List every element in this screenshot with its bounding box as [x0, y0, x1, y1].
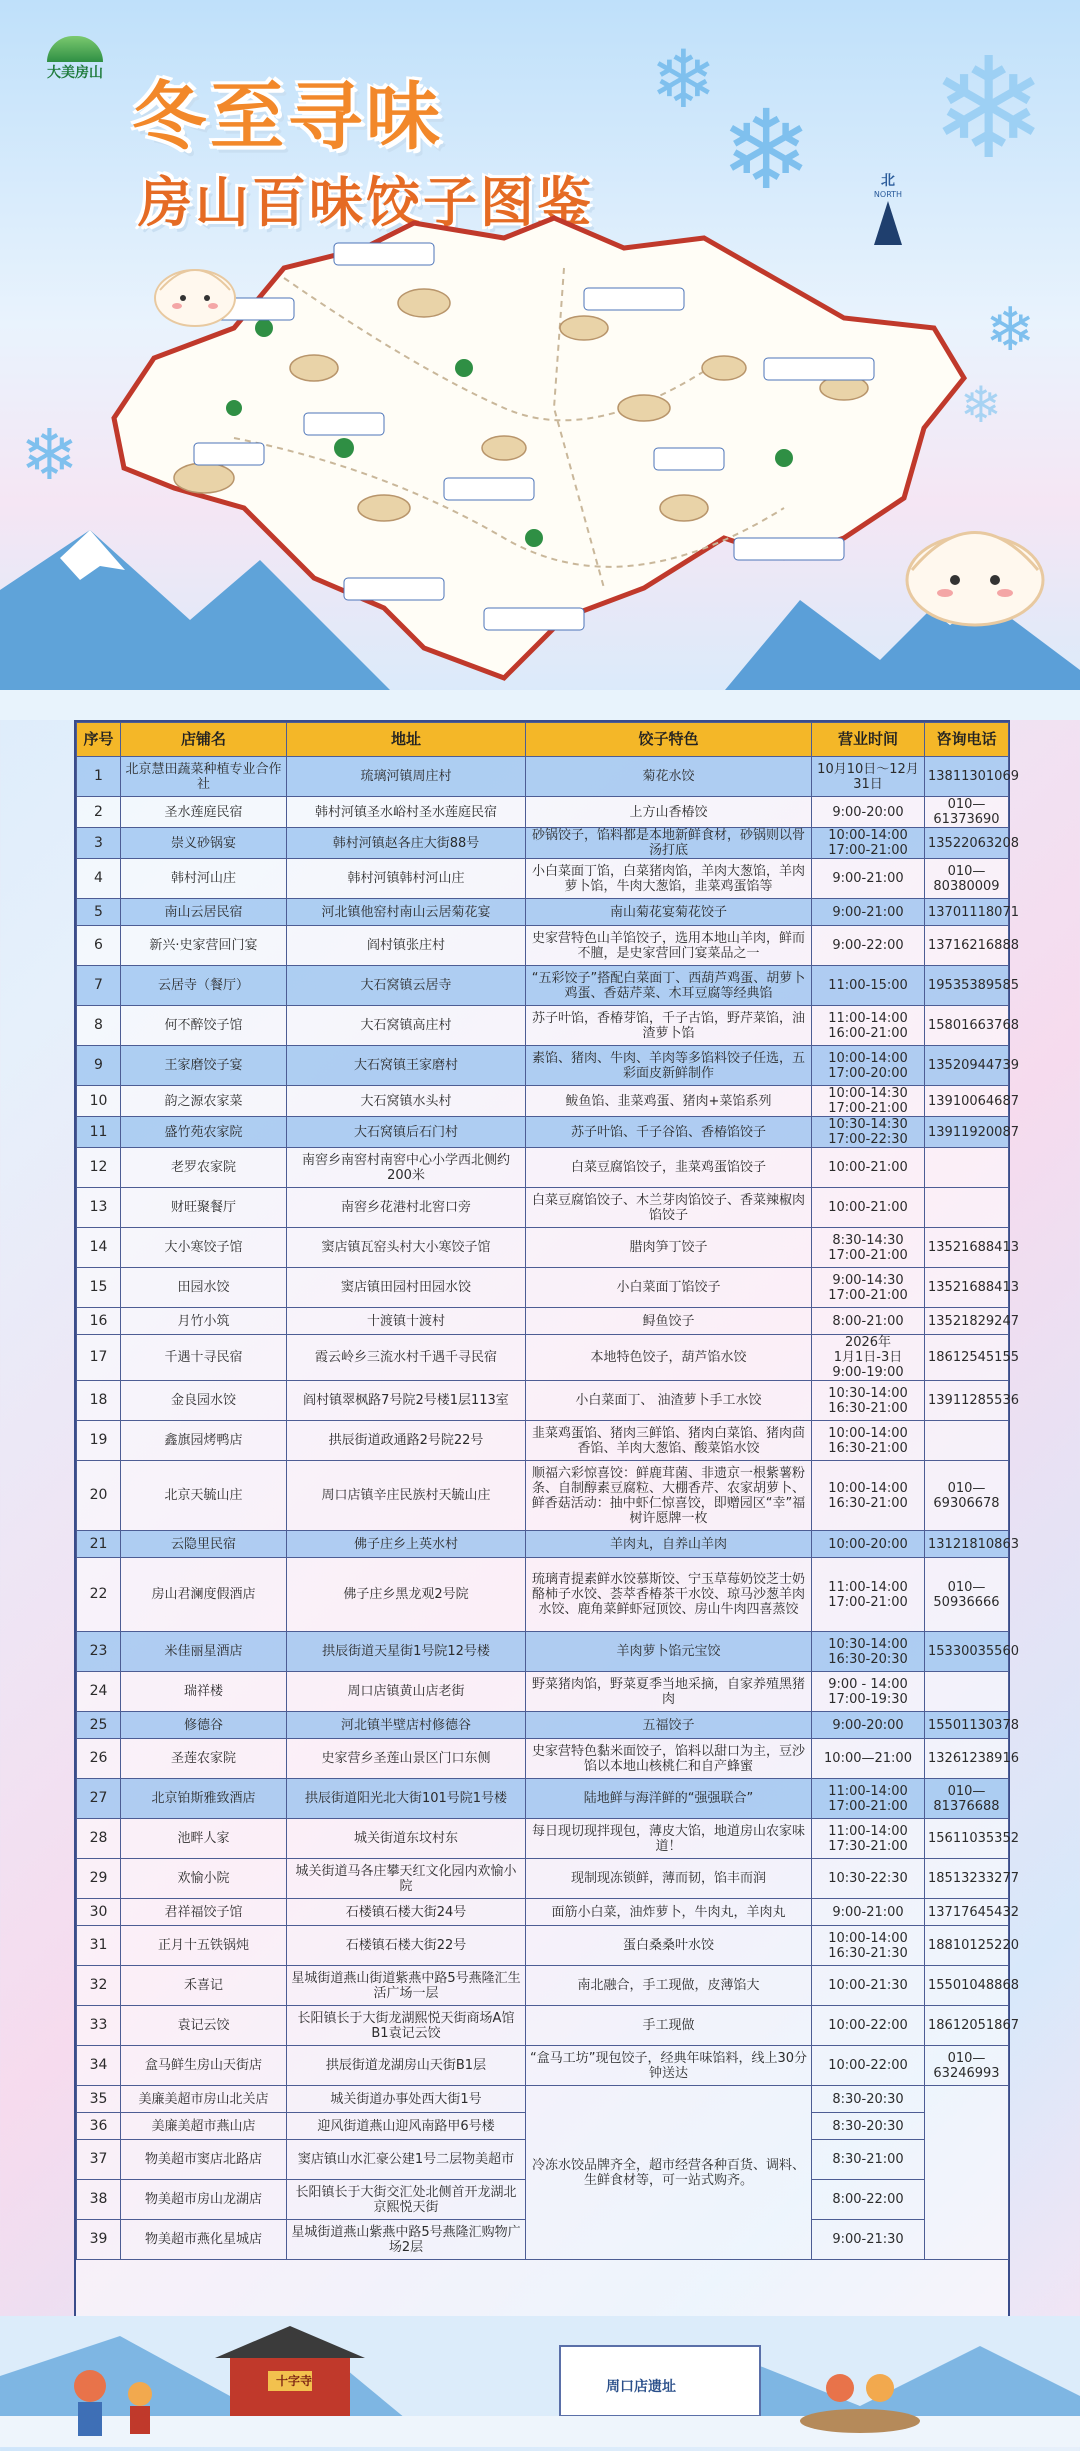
- cell-phone: 19535389585: [925, 966, 1009, 1006]
- table-row: [77, 2006, 1009, 2046]
- header-phone: 咨询电话: [925, 723, 1009, 757]
- cell-hours: 10:00-14:00 17:00-20:00: [812, 1046, 925, 1086]
- header-hours: 营业时间: [812, 723, 925, 757]
- cell-shop-name: 袁记云饺: [121, 2006, 287, 2046]
- cell-shop-name: 君祥福饺子馆: [121, 1899, 287, 1926]
- cell-shop-name: 美廉美超市燕山店: [121, 2113, 287, 2140]
- site-sign: 周口店遗址: [606, 2379, 676, 2395]
- table-row: [77, 1859, 1009, 1899]
- cell-feature: 小白菜面丁馅饺子: [526, 1268, 812, 1308]
- table-row: [77, 797, 1009, 828]
- cell-no: 8: [77, 1006, 121, 1046]
- cell-no: 25: [77, 1712, 121, 1739]
- cell-address: 拱辰街道龙湖房山天街B1层: [287, 2046, 526, 2086]
- cell-shop-name: 盒马鲜生房山天街店: [121, 2046, 287, 2086]
- table-row: [77, 2086, 1009, 2113]
- poster-title: 冬至寻味: [132, 74, 444, 160]
- cell-shop-name: 物美超市燕化星城店: [121, 2220, 287, 2260]
- cell-no: 29: [77, 1859, 121, 1899]
- cell-phone: 010—80380009: [925, 859, 1009, 899]
- cell-address: 韩村河镇赵各庄大街88号: [287, 828, 526, 859]
- table-row: [77, 1335, 1009, 1381]
- table-row: [77, 1558, 1009, 1632]
- header-no: 序号: [77, 723, 121, 757]
- cell-no: 12: [77, 1148, 121, 1188]
- cell-shop-name: 千遇十寻民宿: [121, 1335, 287, 1381]
- cell-phone: [925, 1672, 1009, 1712]
- cell-address: 韩村河镇韩村河山庄: [287, 859, 526, 899]
- cell-hours: 11:00-14:00 16:00-21:00: [812, 1006, 925, 1046]
- cell-feature: 上方山香椿饺: [526, 797, 812, 828]
- poster-footer: [0, 2316, 1080, 2447]
- poster-header: [0, 0, 1080, 720]
- cell-address: 窦店镇田园村田园水饺: [287, 1268, 526, 1308]
- cell-no: 27: [77, 1779, 121, 1819]
- cell-no: 35: [77, 2086, 121, 2113]
- cell-address: 城关街道马各庄攀天红文化园内欢愉小院: [287, 1859, 526, 1899]
- cell-no: 10: [77, 1086, 121, 1117]
- cell-hours: 9:00-22:00: [812, 926, 925, 966]
- dumpling-mascot-icon: [900, 500, 1050, 630]
- cell-address: 南窖乡花港村北窖口旁: [287, 1188, 526, 1228]
- cell-phone: 13911920087: [925, 1117, 1009, 1148]
- cell-shop-name: 财旺聚餐厅: [121, 1188, 287, 1228]
- cell-feature: 琉璃青提素鲜水饺慕斯饺、宁玉草莓奶饺芝士奶酪柿子水饺、荟萃香椿茶干水饺、琼马沙葱羊肉水饺、鹿角菜鲜虾冠顶饺、房山牛肉四喜蒸饺: [526, 1558, 812, 1632]
- cell-phone: 13521688413: [925, 1268, 1009, 1308]
- cell-address: 大石窝镇高庄村: [287, 1006, 526, 1046]
- header-feature: 饺子特色: [526, 723, 812, 757]
- table-row: [77, 828, 1009, 859]
- cell-no: 24: [77, 1672, 121, 1712]
- table-body: [77, 757, 1019, 2260]
- cell-no: 16: [77, 1308, 121, 1335]
- cell-feature: 韭菜鸡蛋馅、猪肉三鲜馅、猪肉白菜馅、猪肉茴香馅、羊肉大葱馅、酸菜馅水饺: [526, 1421, 812, 1461]
- cell-feature: 蛋白桑桑叶水饺: [526, 1926, 812, 1966]
- cell-hours: 8:30-20:30: [812, 2113, 925, 2140]
- table-row: [77, 1966, 1009, 2006]
- cell-no: 3: [77, 828, 121, 859]
- cell-shop-name: 池畔人家: [121, 1819, 287, 1859]
- cell-hours: 10月10日～12月31日: [812, 757, 925, 797]
- cell-no: 9: [77, 1046, 121, 1086]
- cell-hours: 2026年 1月1日-3日 9:00-19:00: [812, 1335, 925, 1381]
- table-row: [77, 1672, 1009, 1712]
- cell-address: 拱辰街道天星街1号院12号楼: [287, 1632, 526, 1672]
- cell-shop-name: 王家磨饺子宴: [121, 1046, 287, 1086]
- cell-no: 17: [77, 1335, 121, 1381]
- cell-phone: 010—69306678: [925, 1461, 1009, 1531]
- cell-phone: 010—50936666: [925, 1558, 1009, 1632]
- cell-hours: 11:00-14:00 17:00-21:00: [812, 1558, 925, 1632]
- cell-hours: 11:00-15:00: [812, 966, 925, 1006]
- cell-phone: 010—63246993: [925, 2046, 1009, 2086]
- compass-north-en: NORTH: [873, 190, 903, 199]
- cell-shop-name: 韩村河山庄: [121, 859, 287, 899]
- cell-feature: 鲅鱼馅、韭菜鸡蛋、猪肉+菜馅系列: [526, 1086, 812, 1117]
- table-row: [77, 1188, 1009, 1228]
- cell-hours: 10:00-21:30: [812, 1966, 925, 2006]
- cell-phone: 15330035560: [925, 1632, 1009, 1672]
- cell-address: 城关街道东坟村东: [287, 1819, 526, 1859]
- cell-no: 18: [77, 1381, 121, 1421]
- cell-address: 周口店镇辛庄民族村天毓山庄: [287, 1461, 526, 1531]
- dumpling-mascot-icon: [150, 250, 240, 330]
- cell-address: 迎风街道燕山迎风南路甲6号楼: [287, 2113, 526, 2140]
- cell-shop-name: 北京慧田蔬菜种植专业合作社: [121, 757, 287, 797]
- table-row: [77, 1086, 1009, 1117]
- cell-address: 窦店镇瓦窑头村大小寒饺子馆: [287, 1228, 526, 1268]
- cell-address: 十渡镇十渡村: [287, 1308, 526, 1335]
- cell-phone: 13716216888: [925, 926, 1009, 966]
- cell-feature: 羊肉萝卜馅元宝饺: [526, 1632, 812, 1672]
- cell-address: 星城街道燕山紫燕中路5号燕隆汇购物广场2层: [287, 2220, 526, 2260]
- cell-phone: 13521829247: [925, 1308, 1009, 1335]
- cell-hours: 10:00-14:00 16:30-21:30: [812, 1926, 925, 1966]
- cell-hours: 9:00 - 14:00 17:00-19:30: [812, 1672, 925, 1712]
- snowflake-icon: ❄: [985, 295, 1036, 365]
- cell-shop-name: 云居寺（餐厅）: [121, 966, 287, 1006]
- table-row: [77, 1739, 1009, 1779]
- cell-no: 39: [77, 2220, 121, 2260]
- logo-text: 大美房山: [47, 65, 103, 81]
- cell-no: 30: [77, 1899, 121, 1926]
- cell-address: 大石窝镇后石门村: [287, 1117, 526, 1148]
- cell-no: 31: [77, 1926, 121, 1966]
- cell-phone: 15501130378: [925, 1712, 1009, 1739]
- cell-address: 长阳镇长于大街龙湖熙悦天街商场A馆B1袁记云饺: [287, 2006, 526, 2046]
- table-header-row: [77, 723, 1009, 757]
- cell-hours: 10:00-22:00: [812, 2046, 925, 2086]
- cell-phone: 13522063208: [925, 828, 1009, 859]
- cell-shop-name: 田园水饺: [121, 1268, 287, 1308]
- cell-feature: 腊肉笋丁饺子: [526, 1228, 812, 1268]
- cell-no: 34: [77, 2046, 121, 2086]
- cell-address: 阎村镇张庄村: [287, 926, 526, 966]
- cell-shop-name: 北京铂斯雅致酒店: [121, 1779, 287, 1819]
- cell-feature-merged: 冷冻水饺品牌齐全，超市经营各种百货、调料、生鲜食材等，可一站式购齐。: [526, 2086, 812, 2260]
- cell-feature: 本地特色饺子，葫芦馅水饺: [526, 1335, 812, 1381]
- table-row: [77, 1712, 1009, 1739]
- cell-hours: 10:30-14:30 17:00-22:30: [812, 1117, 925, 1148]
- cell-shop-name: 正月十五铁锅炖: [121, 1926, 287, 1966]
- table-row: [77, 859, 1009, 899]
- gate-plaque: 十字寺: [276, 2374, 313, 2388]
- cell-feature: 素馅、猪肉、牛肉、羊肉等多馅料饺子任选，五彩面皮新鲜制作: [526, 1046, 812, 1086]
- cell-no: 11: [77, 1117, 121, 1148]
- cell-shop-name: 老罗农家院: [121, 1148, 287, 1188]
- table-row: [77, 966, 1009, 1006]
- cell-no: 13: [77, 1188, 121, 1228]
- cell-hours: 10:00-21:00: [812, 1148, 925, 1188]
- cell-shop-name: 新兴·史家营回门宴: [121, 926, 287, 966]
- cell-hours: 10:30-22:30: [812, 1859, 925, 1899]
- cell-hours: 9:00-21:00: [812, 1899, 925, 1926]
- cell-feature: “五彩饺子”搭配白菜面丁、西葫芦鸡蛋、胡萝卜鸡蛋、香菇芹菜、木耳豆腐等经典馅: [526, 966, 812, 1006]
- cell-no: 26: [77, 1739, 121, 1779]
- table-row: [77, 1006, 1009, 1046]
- cell-no: 38: [77, 2180, 121, 2220]
- cell-phone: [925, 2086, 1009, 2260]
- table-row: [77, 1819, 1009, 1859]
- cell-address: 韩村河镇圣水峪村圣水莲庭民宿: [287, 797, 526, 828]
- cell-phone: 13261238916: [925, 1739, 1009, 1779]
- cell-shop-name: 南山云居民宿: [121, 899, 287, 926]
- cell-shop-name: 瑞祥楼: [121, 1672, 287, 1712]
- table-row: [77, 1268, 1009, 1308]
- table-row: [77, 757, 1009, 797]
- cell-shop-name: 修德谷: [121, 1712, 287, 1739]
- cell-address: 南窖乡南窖村南窖中心小学西北侧约200米: [287, 1148, 526, 1188]
- cell-shop-name: 禾喜记: [121, 1966, 287, 2006]
- cell-hours: 9:00-20:00: [812, 797, 925, 828]
- cell-feature: 菊花水饺: [526, 757, 812, 797]
- cell-no: 14: [77, 1228, 121, 1268]
- shop-list-table: [76, 722, 1019, 2260]
- cell-feature: 面筋小白菜，油炸萝卜，牛肉丸，羊肉丸: [526, 1899, 812, 1926]
- cell-address: 河北镇他窑村南山云居菊花宴: [287, 899, 526, 926]
- cell-feature: 鲟鱼饺子: [526, 1308, 812, 1335]
- cell-feature: 南山菊花宴菊花饺子: [526, 899, 812, 926]
- table-row: [77, 1381, 1009, 1421]
- cell-phone: 13521688413: [925, 1228, 1009, 1268]
- cell-shop-name: 云隐里民宿: [121, 1531, 287, 1558]
- cell-phone: [925, 1188, 1009, 1228]
- cell-shop-name: 物美超市窦店北路店: [121, 2140, 287, 2180]
- snowflake-icon: ❄: [960, 376, 1002, 434]
- table-row: [77, 1779, 1009, 1819]
- table-row: [77, 1148, 1009, 1188]
- cell-hours: 8:30-20:30: [812, 2086, 925, 2113]
- cell-phone: 13911285536: [925, 1381, 1009, 1421]
- cell-hours: 10:00-20:00: [812, 1531, 925, 1558]
- cell-address: 河北镇半壁店村修德谷: [287, 1712, 526, 1739]
- table-row: [77, 1117, 1009, 1148]
- cell-shop-name: 北京天毓山庄: [121, 1461, 287, 1531]
- cell-feature: 白菜豆腐馅饺子、木兰芽肉馅饺子、香菜辣椒肉馅饺子: [526, 1188, 812, 1228]
- brand-logo: [36, 36, 114, 86]
- cell-phone: 18513233277: [925, 1859, 1009, 1899]
- cell-address: 史家营乡圣莲山景区门口东侧: [287, 1739, 526, 1779]
- cell-shop-name: 大小寒饺子馆: [121, 1228, 287, 1268]
- cell-feature: 小白菜面丁、 油渣萝卜手工水饺: [526, 1381, 812, 1421]
- cell-hours: 9:00-21:30: [812, 2220, 925, 2260]
- cell-phone: 13910064687: [925, 1086, 1009, 1117]
- cell-hours: 9:00-20:00: [812, 1712, 925, 1739]
- cell-feature: 小白菜面丁馅，白菜猪肉馅，羊肉大葱馅，羊肉萝卜馅，牛肉大葱馅，韭菜鸡蛋馅等: [526, 859, 812, 899]
- cell-no: 20: [77, 1461, 121, 1531]
- cell-hours: 9:00-14:30 17:00-21:00: [812, 1268, 925, 1308]
- cell-address: 霞云岭乡三流水村千遇千寻民宿: [287, 1335, 526, 1381]
- cell-no: 32: [77, 1966, 121, 2006]
- cell-shop-name: 米佳丽星酒店: [121, 1632, 287, 1672]
- cell-shop-name: 金良园水饺: [121, 1381, 287, 1421]
- snowflake-icon: ❄: [20, 414, 79, 496]
- cell-phone: 18612545155: [925, 1335, 1009, 1381]
- cell-feature: 手工现做: [526, 2006, 812, 2046]
- cell-hours: 10:00-14:00 16:30-21:00: [812, 1461, 925, 1531]
- table-row: [77, 1421, 1009, 1461]
- cell-no: 1: [77, 757, 121, 797]
- cell-shop-name: 何不醉饺子馆: [121, 1006, 287, 1046]
- cell-hours: 8:30-14:30 17:00-21:00: [812, 1228, 925, 1268]
- cell-shop-name: 圣水莲庭民宿: [121, 797, 287, 828]
- cell-hours: 10:00-14:00 16:30-21:00: [812, 1421, 925, 1461]
- cell-phone: 13701118071: [925, 899, 1009, 926]
- cell-address: 拱辰街道阳光北大街101号院1号楼: [287, 1779, 526, 1819]
- cell-feature: 苏子叶馅，香椿芽馅，千子古馅，野芹菜馅，油渣萝卜馅: [526, 1006, 812, 1046]
- cell-hours: 9:00-21:00: [812, 899, 925, 926]
- cell-address: 佛子庄乡黑龙观2号院: [287, 1558, 526, 1632]
- cell-hours: 8:00-22:00: [812, 2180, 925, 2220]
- cell-no: 28: [77, 1819, 121, 1859]
- cell-feature: 陆地鲜与海洋鲜的“强强联合”: [526, 1779, 812, 1819]
- footer-illustration: [0, 2316, 1080, 2447]
- cell-no: 6: [77, 926, 121, 966]
- cell-feature: 史家营特色黏米面饺子，馅料以甜口为主，豆沙馅以本地山核桃仁和自产蜂蜜: [526, 1739, 812, 1779]
- cell-no: 23: [77, 1632, 121, 1672]
- cell-feature: 苏子叶馅、千子谷馅、香椿馅饺子: [526, 1117, 812, 1148]
- table-row: [77, 1046, 1009, 1086]
- cell-feature: 南北融合，手工现做，皮薄馅大: [526, 1966, 812, 2006]
- cell-hours: 10:00-21:00: [812, 1188, 925, 1228]
- poster-subtitle: 房山百味饺子图鉴: [138, 171, 594, 234]
- cell-phone: 010—61373690: [925, 797, 1009, 828]
- cell-address: 拱辰街道政通路2号院22号: [287, 1421, 526, 1461]
- cell-no: 37: [77, 2140, 121, 2180]
- cell-phone: 15501048868: [925, 1966, 1009, 2006]
- cell-phone: [925, 1148, 1009, 1188]
- cell-shop-name: 月竹小筑: [121, 1308, 287, 1335]
- table-row: [77, 1899, 1009, 1926]
- cell-feature: 现制现冻锁鲜，薄而韧，馅丰而润: [526, 1859, 812, 1899]
- cell-hours: 10:00-14:30 17:00-21:00: [812, 1086, 925, 1117]
- cell-no: 22: [77, 1558, 121, 1632]
- cell-address: 长阳镇长于大街交汇处北侧首开龙湖北京熙悦天街: [287, 2180, 526, 2220]
- compass-north-label: 北: [881, 173, 895, 189]
- cell-phone: 13717645432: [925, 1899, 1009, 1926]
- header-shop: 店铺名: [121, 723, 287, 757]
- cell-no: 4: [77, 859, 121, 899]
- cell-shop-name: 崇义砂锅宴: [121, 828, 287, 859]
- cell-address: 城关街道办事处西大街1号: [287, 2086, 526, 2113]
- cell-shop-name: 物美超市房山龙湖店: [121, 2180, 287, 2220]
- table-row: [77, 1632, 1009, 1672]
- cell-hours: 10:00—21:00: [812, 1739, 925, 1779]
- mountain-logo-icon: [47, 36, 103, 62]
- cell-address: 大石窝镇水头村: [287, 1086, 526, 1117]
- cell-shop-name: 韵之源农家菜: [121, 1086, 287, 1117]
- cell-address: 阎村镇翠枫路7号院2号楼1层113室: [287, 1381, 526, 1421]
- cell-phone: 13121810863: [925, 1531, 1009, 1558]
- cell-no: 21: [77, 1531, 121, 1558]
- cell-address: 大石窝镇王家磨村: [287, 1046, 526, 1086]
- cell-address: 石楼镇石楼大街24号: [287, 1899, 526, 1926]
- header-address: 地址: [287, 723, 526, 757]
- cell-phone: 18612051867: [925, 2006, 1009, 2046]
- cell-phone: 010—81376688: [925, 1779, 1009, 1819]
- table-row: [77, 1308, 1009, 1335]
- cell-shop-name: 欢愉小院: [121, 1859, 287, 1899]
- cell-feature: 每日现切现拌现包，薄皮大馅，地道房山农家味道！: [526, 1819, 812, 1859]
- cell-no: 33: [77, 2006, 121, 2046]
- table-row: [77, 1228, 1009, 1268]
- cell-hours: 10:30-14:00 16:30-20:30: [812, 1632, 925, 1672]
- cell-no: 19: [77, 1421, 121, 1461]
- cell-hours: 11:00-14:00 17:30-21:00: [812, 1819, 925, 1859]
- cell-address: 石楼镇石楼大街22号: [287, 1926, 526, 1966]
- cell-hours: 10:00-22:00: [812, 2006, 925, 2046]
- cell-feature: 顺福六彩惊喜饺：鲜鹿茸菌、非遗京一根紫薯粉条、自制醇素豆腐粒、大棚香芹、农家胡萝卜、鲜香菇活动：抽中虾仁惊喜饺，即赠园区“幸”福树许愿牌一枚: [526, 1461, 812, 1531]
- dumpling-shop-table: [74, 720, 1019, 2320]
- cell-no: 2: [77, 797, 121, 828]
- cell-feature: 野菜猪肉馅，野菜夏季当地采摘，自家养殖黑猪肉: [526, 1672, 812, 1712]
- cell-no: 36: [77, 2113, 121, 2140]
- cell-hours: 11:00-14:00 17:00-21:00: [812, 1779, 925, 1819]
- cell-no: 7: [77, 966, 121, 1006]
- cell-phone: 13811301069: [925, 757, 1009, 797]
- cell-hours: 8:00-21:00: [812, 1308, 925, 1335]
- table-row: [77, 1926, 1009, 1966]
- table-row: [77, 899, 1009, 926]
- cell-hours: 10:30-14:00 16:30-21:00: [812, 1381, 925, 1421]
- cell-phone: 18810125220: [925, 1926, 1009, 1966]
- cell-phone: [925, 1421, 1009, 1461]
- cell-address: 星城街道燕山街道紫燕中路5号燕隆汇生活广场一层: [287, 1966, 526, 2006]
- cell-shop-name: 房山君澜度假酒店: [121, 1558, 287, 1632]
- cell-phone: 15801663768: [925, 1006, 1009, 1046]
- cell-shop-name: 美廉美超市房山北关店: [121, 2086, 287, 2113]
- cell-shop-name: 鑫旗园烤鸭店: [121, 1421, 287, 1461]
- table-row: [77, 2046, 1009, 2086]
- cell-address: 大石窝镇云居寺: [287, 966, 526, 1006]
- cell-shop-name: 盛竹苑农家院: [121, 1117, 287, 1148]
- cell-address: 琉璃河镇周庄村: [287, 757, 526, 797]
- table-row: [77, 926, 1009, 966]
- cell-hours: 9:00-21:00: [812, 859, 925, 899]
- cell-phone: 15611035352: [925, 1819, 1009, 1859]
- cell-address: 佛子庄乡上英水村: [287, 1531, 526, 1558]
- snowflake-icon: ❄: [650, 33, 718, 126]
- cell-feature: 白菜豆腐馅饺子，韭菜鸡蛋馅饺子: [526, 1148, 812, 1188]
- cell-feature: 砂锅饺子，馅料都是本地新鲜食材，砂锅则以骨汤打底: [526, 828, 812, 859]
- cell-feature: 五福饺子: [526, 1712, 812, 1739]
- snowflake-icon: ❄: [720, 86, 813, 214]
- cell-feature: 史家营特色山羊馅饺子，选用本地山羊肉，鲜而不膻，是史家营回门宴菜品之一: [526, 926, 812, 966]
- cell-address: 窦店镇山水汇豪公建1号二层物美超市: [287, 2140, 526, 2180]
- table-row: [77, 1531, 1009, 1558]
- cell-phone: 13520944739: [925, 1046, 1009, 1086]
- cell-feature: 羊肉丸，自养山羊肉: [526, 1531, 812, 1558]
- cell-hours: 8:30-21:00: [812, 2140, 925, 2180]
- snowflake-icon: ❄: [930, 28, 1048, 191]
- cell-shop-name: 圣莲农家院: [121, 1739, 287, 1779]
- cell-hours: 10:00-14:00 17:00-21:00: [812, 828, 925, 859]
- cell-no: 15: [77, 1268, 121, 1308]
- cell-no: 5: [77, 899, 121, 926]
- cell-feature: “盒马工坊”现包饺子，经典年味馅料，线上30分钟送达: [526, 2046, 812, 2086]
- cell-address: 周口店镇黄山店老街: [287, 1672, 526, 1712]
- table-row: [77, 1461, 1009, 1531]
